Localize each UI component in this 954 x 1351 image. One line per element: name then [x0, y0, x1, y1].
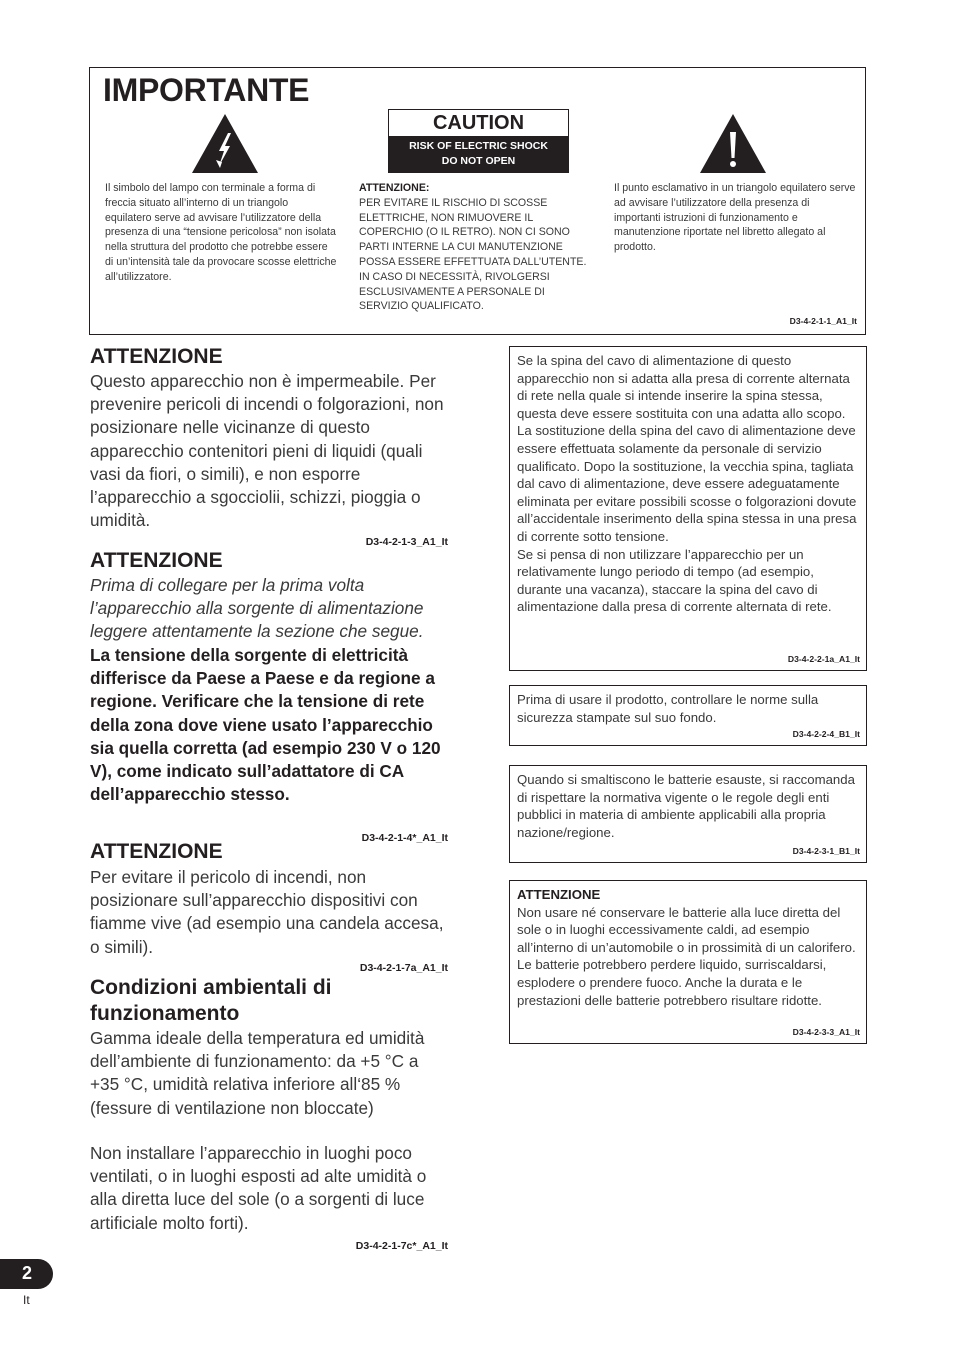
- plug-replacement-box: [509, 346, 867, 671]
- box-paragraph: Se la spina del cavo di alimentazione di questo apparecchio non si adatta alla presa di corrente alternata di rete nella quale si intende inserire la spina stessa, questa deve essere sostituita con una adatta allo scopo. La sostituzione della spina del cavo di alimentazione deve essere effettuata solamente da personale di servizio qualificato. Dopo la sostituzione, la vecchia spina, tagliata dal cavo di alimentazione, deve essere adeguatamente eliminata per evitare possibili scosse o folgorazioni dovute all’accidentale inserimento della spina stessa in una presa di corrente sotto tensione.: [517, 353, 857, 544]
- document-code: D3-4-2-1-3_A1_It: [365, 536, 448, 548]
- safety-rules-box: [509, 685, 867, 746]
- box-paragraph: Se si pensa di non utilizzare l’apparecchio per un relativamente lungo periodo di tempo (ad esempio, durante una vacanza), staccare la spina del cavo di alimentazione dalla presa di corrente alternata di rete.: [517, 546, 832, 615]
- document-code: D3-4-2-1-7c*_A1_It: [355, 1240, 448, 1252]
- caution-line-1: RISK OF ELECTRIC SHOCK: [409, 140, 548, 152]
- page-title: IMPORTANTE: [103, 72, 310, 108]
- box-paragraph: Non usare né conservare le batterie alla luce diretta del sole o in luoghi eccessivamente caldi, ad esempio all’interno di un’automobile o in prossimità di un calorifero. Le batterie potrebbero perdere liquido, surriscaldarsi, esplodere o prendere fuoco. Anche la durata e le prestazioni delle batterie potrebbero risultare ridotte.: [517, 904, 856, 1008]
- page-number: 2: [22, 1263, 33, 1283]
- caution-warning-text: [359, 181, 595, 314]
- box-paragraph: Prima di usare il prodotto, controllare le norme sulla sicurezza stampate sul suo fondo.: [517, 692, 819, 725]
- lightning-triangle-icon: [191, 113, 259, 174]
- caution-label: [388, 109, 569, 173]
- battery-warning-box: [509, 880, 867, 1044]
- document-code: D3-4-2-1-4*_A1_It: [361, 832, 448, 844]
- section-body: Questo apparecchio non è impermeabile. Per prevenire pericoli di incendi o folgorazioni, non posizionare nelle vicinanze di questo apparecchio contenitori pieni di liquidi (quali vasi da fiori, o simili), e non esporre l’apparecchio a sgocciolii, schizzi, pioggia o umidità.: [90, 371, 444, 531]
- caution-warning-heading: ATTENZIONE:: [359, 182, 430, 194]
- battery-disposal-box: [509, 765, 867, 863]
- section-heading-line-1: Condizioni ambientali di: [90, 976, 332, 999]
- exclamation-symbol-explanation: Il punto esclamativo in un triangolo equilatero serve ad avvisare l’utilizzatore della presenza di importanti istruzioni di funzionamento e manutenzione riportate nel libretto allegato al prodotto.: [614, 182, 856, 254]
- document-code: D3-4-2-1-1_A1_It: [789, 316, 857, 326]
- document-code: D3-4-2-3-3_A1_It: [792, 1027, 860, 1037]
- section-body: Non installare l’apparecchio in luoghi poco ventilati, o in luoghi esposti ad alte umidità o alla diretta luce del sole (o a sorgenti di luce artificiale molto forti).: [90, 1143, 427, 1233]
- section-body: Per evitare il pericolo di incendi, non posizionare sull’apparecchio dispositivi con fiamme vive (ad esempio una candela accesa, o simili).: [90, 867, 444, 957]
- section-heading: ATTENZIONE: [90, 549, 223, 572]
- caution-line-2: DO NOT OPEN: [441, 154, 516, 167]
- box-heading: ATTENZIONE: [517, 887, 601, 902]
- document-code: D3-4-2-2-1a_A1_It: [787, 654, 860, 664]
- document-code: D3-4-2-1-7a_A1_It: [359, 962, 448, 974]
- section-heading-line-2: funzionamento: [90, 1002, 240, 1025]
- document-code: D3-4-2-2-4_B1_It: [792, 729, 860, 739]
- section-body-bold: La tensione della sorgente di elettricità differisce da Paese a Paese e da regione a regione. Verificare che la tensione di rete della zona dove viene usato l’apparecchio sia quella corretta (ad esempio 230 V o 120 V), come indicato sull’adattatore di CA dell’apparecchio stesso.: [90, 645, 441, 805]
- language-code: It: [23, 1293, 30, 1307]
- section-heading: ATTENZIONE: [90, 345, 223, 368]
- exclamation-triangle-icon: [699, 113, 767, 174]
- box-paragraph: Quando si smaltiscono le batterie esauste, si raccomanda di rispettare la normativa vigente o le regole degli enti pubblici in materia di ambiente applicabili alla propria nazione/regione.: [517, 772, 855, 840]
- caution-title: CAUTION: [432, 112, 525, 134]
- caution-warning-body: PER EVITARE IL RISCHIO DI SCOSSE ELETTRICHE, NON RIMUOVERE IL COPERCHIO (O IL RETRO). NON CI SONO PARTI INTERNE LA CUI MANUTENZIONE POSSA ESSERE EFFETTUATA DALL’UTENTE. IN CASO DI NECESSITÀ, RIVOLGERSI ESCLUSIVAMENTE A PERSONALE DI SERVIZIO QUALIFICATO.: [359, 196, 587, 313]
- section-body: Gamma ideale della temperatura ed umidità dell’ambiente di funzionamento: da +5 °C a +35 °C, umidità relativa inferiore all‘85 % (fessure di ventilazione non bloccate): [90, 1028, 425, 1118]
- section-heading: ATTENZIONE: [90, 840, 223, 863]
- lightning-symbol-explanation: Il simbolo del lampo con terminale a forma di freccia situato all’interno di un triangolo equilatero serve ad avvisare l’utilizzatore della presenza di una “tensione pericolosa” non isolata nella struttura del prodotto che potrebbe essere di un’intensità tale da provocare scosse elettriche all’utilizzatore.: [105, 182, 337, 283]
- caution-subtitle: [389, 136, 568, 172]
- section-intro-italic: Prima di collegare per la prima volta l’apparecchio alla sorgente di alimentazione leggere attentamente la sezione che segue.: [90, 575, 424, 642]
- document-code: D3-4-2-3-1_B1_It: [792, 846, 860, 856]
